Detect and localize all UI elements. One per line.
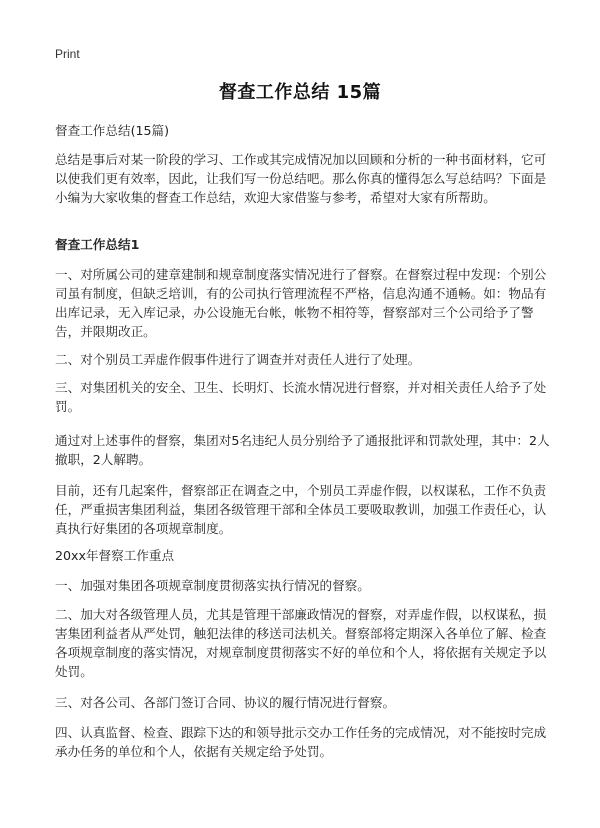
paragraph: 二、对个别员工弄虚作假事件进行了调查并对责任人进行了处理。 xyxy=(55,352,421,367)
paragraph: 四、认真监督、检查、跟踪下达的和领导批示交办工作任务的完成情况，对不能按时完成承办任务的单位和个人，依据有关规定给予处罚。 xyxy=(55,725,547,759)
document-subtitle: 督查工作总结(15篇) xyxy=(55,123,170,138)
document-title: 督查工作总结 15篇 xyxy=(218,82,382,103)
intro-paragraph: 总结是事后对某一阶段的学习、工作或其完成情况加以回顾和分析的一种书面材料，它可以使我们更有效率，因此，让我们写一份总结吧。那么你真的懂得怎么写总结吗？下面是小编为大家收集的督查工作总结，欢迎大家借鉴与参考，希望对大家有所帮助。 xyxy=(55,152,547,205)
print-link[interactable]: Print xyxy=(55,47,80,61)
subsection-heading: 20xx年督察工作重点 xyxy=(55,548,175,563)
paragraph: 三、对各公司、各部门签订合同、协议的履行情况进行督察。 xyxy=(55,695,396,710)
paragraph: 一、加强对集团各项规章制度贯彻落实执行情况的督察。 xyxy=(55,578,370,593)
paragraph: 通过对上述事件的督察，集团对5名违纪人员分别给予了通报批评和罚款处理，其中：2人撤职，2人解聘。 xyxy=(55,433,550,467)
section-heading: 督查工作总结1 xyxy=(55,237,140,252)
paragraph: 二、加大对各级管理人员，尤其是管理干部廉政情况的督察，对弄虚作假，以权谋私，损害集团利益者从严处罚，触犯法律的移送司法机关。督察部将定期深入各单位了解、检查各项规章制度的落实情况，对规章制度贯彻落实不好的单位和个人，将依据有关规定予以处罚。 xyxy=(55,607,547,679)
paragraph: 一、对所属公司的建章建制和规章制度落实情况进行了督察。在督察过程中发现：个别公司虽有制度，但缺乏培训，有的公司执行管理流程不严格，信息沟通不通畅。如：物品有出库记录，无入库记录，办公设施无台帐，帐物不相符等，督察部对三个公司给予了警告，并限期改正。 xyxy=(55,267,547,339)
paragraph: 三、对集团机关的安全、卫生、长明灯、长流水情况进行督察，并对相关责任人给予了处罚。 xyxy=(55,380,547,414)
paragraph: 目前，还有几起案件，督察部正在调查之中，个别员工弄虚作假，以权谋私，工作不负责任，严重损害集团利益，集团各级管理干部和全体员工要吸取教训，加强工作责任心，认真执行好集团的各项规章制度。 xyxy=(55,483,547,536)
